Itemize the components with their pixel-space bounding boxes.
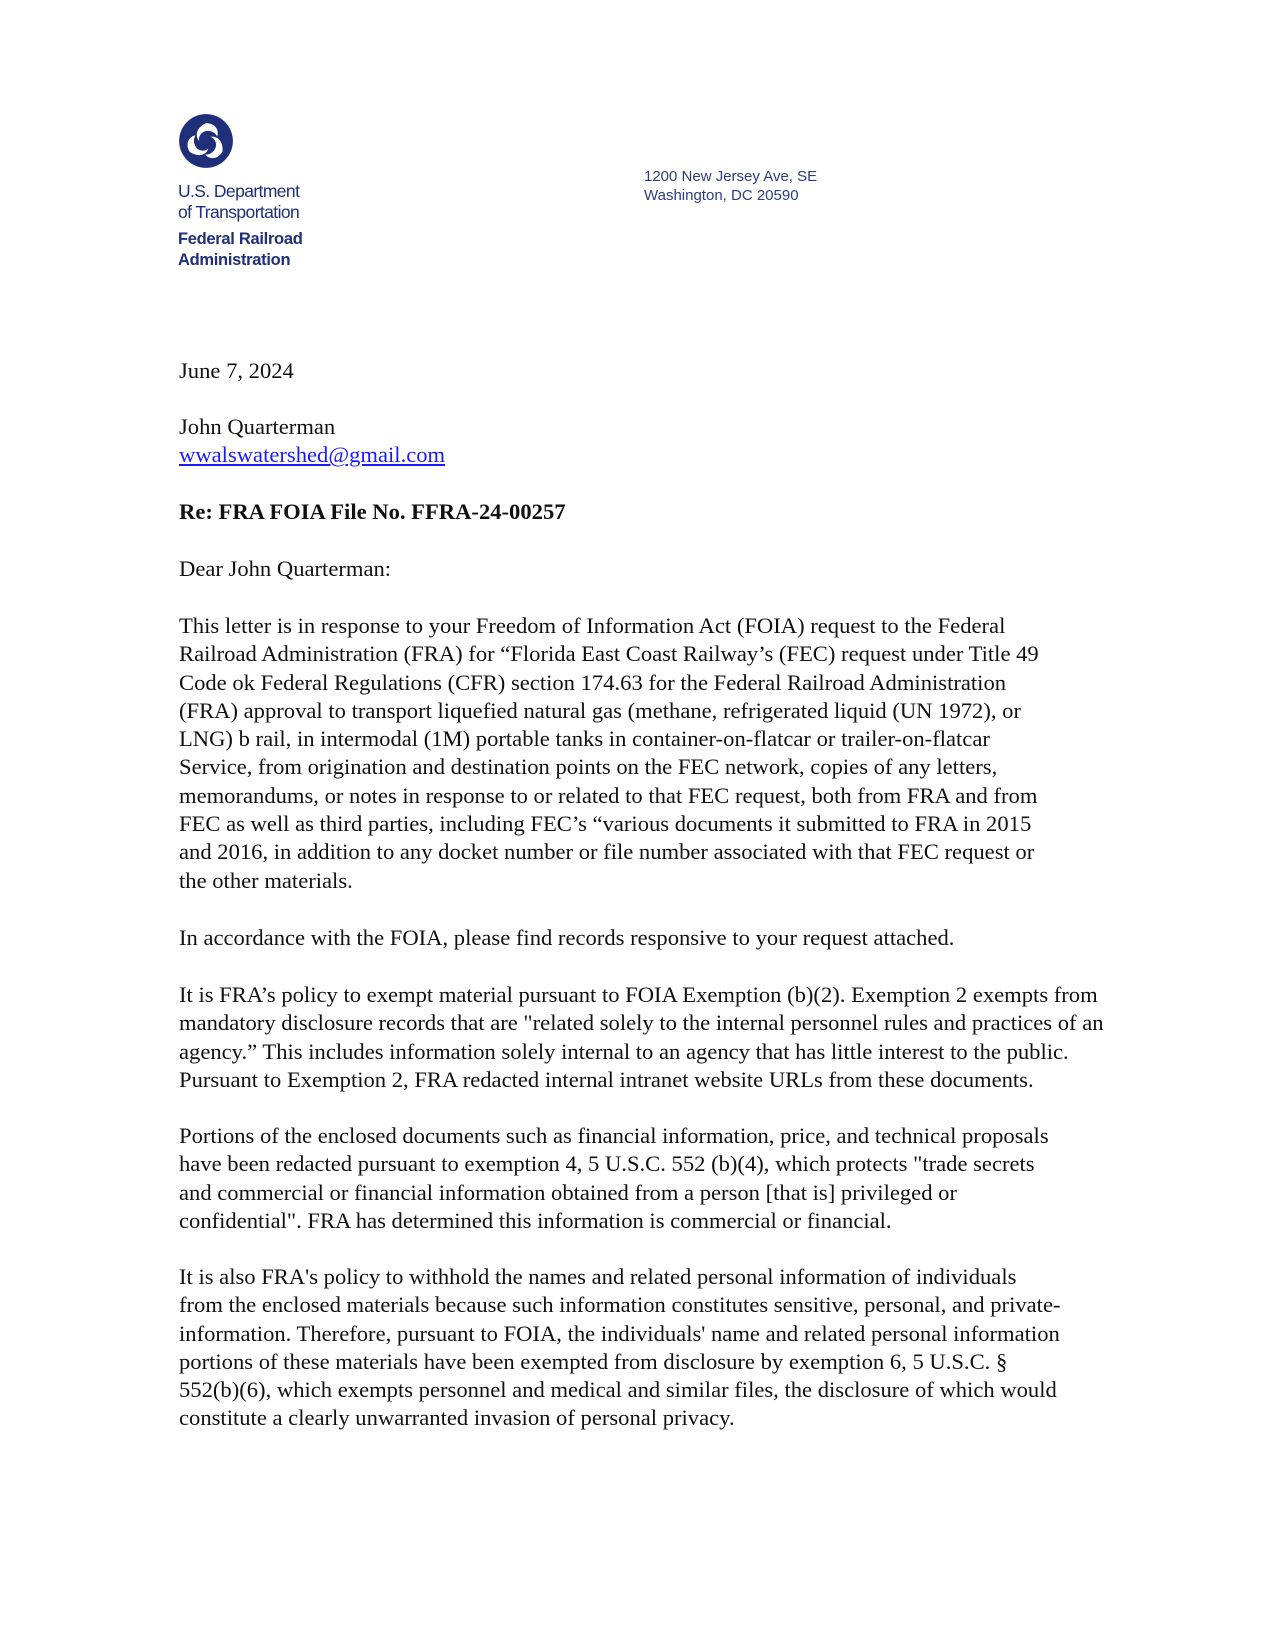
- paragraph-line: mandatory disclosure records that are "related solely to the internal personnel rules and practices of an: [179, 1010, 1104, 1036]
- paragraph-line: constitute a clearly unwarranted invasion of personal privacy.: [179, 1405, 735, 1431]
- paragraph-line: (FRA) approval to transport liquefied natural gas (methane, refrigerated liquid (UN 1972), or: [179, 697, 1021, 723]
- paragraph-exemption-4: [179, 1122, 1169, 1235]
- paragraph-line: It is also FRA's policy to withhold the names and related personal information of individuals: [179, 1264, 1017, 1289]
- paragraph-line: memorandums, or notes in response to or related to that FEC request, both from FRA and from: [179, 782, 1038, 808]
- paragraph-line: from the enclosed materials because such information constitutes sensitive, personal, and private-: [179, 1292, 1061, 1318]
- letterhead: [178, 113, 438, 273]
- paragraph-request-summary: [179, 612, 1169, 895]
- paragraph-line: and 2016, in addition to any docket number or file number associated with that FEC request or: [179, 839, 1035, 865]
- paragraph-exemption-6: [179, 1263, 1169, 1433]
- paragraph-records-attached: [179, 924, 1169, 952]
- recipient-email-link[interactable]: wwalswatershed@gmail.com: [179, 442, 446, 468]
- address-line-1: 1200 New Jersey Ave, SE: [644, 168, 818, 185]
- paragraph-line: Railroad Administration (FRA) for “Florida East Coast Railway’s (FEC) request under Title 49: [179, 641, 1039, 667]
- dot-triskelion-logo-icon: [178, 113, 234, 169]
- letter-date: June 7, 2024: [179, 358, 294, 383]
- administration-name-line-1: Federal Railroad: [178, 230, 303, 248]
- paragraph-line: confidential". FRA has determined this information is commercial or financial.: [179, 1207, 892, 1233]
- paragraph-line: It is FRA’s policy to exempt material pursuant to FOIA Exemption (b)(2). Exemption 2 exempts from: [179, 982, 1098, 1007]
- paragraph-line: information. Therefore, pursuant to FOIA, the individuals' name and related personal information: [179, 1320, 1060, 1346]
- paragraph-line: This letter is in response to your Freedom of Information Act (FOIA) request to the Federal: [179, 613, 1006, 638]
- administration-name-line-2: Administration: [178, 251, 291, 269]
- agency-name-line-1: U.S. Department: [178, 181, 300, 201]
- paragraph-line: Code ok Federal Regulations (CFR) section 174.63 for the Federal Railroad Administration: [179, 669, 1007, 695]
- salutation: Dear John Quarterman:: [179, 556, 392, 581]
- paragraph-line: 552(b)(6), which exempts personnel and medical and similar files, the disclosure of which would: [179, 1377, 1057, 1403]
- recipient-block: [179, 413, 445, 470]
- paragraph-line: Pursuant to Exemption 2, FRA redacted internal intranet website URLs from these documents.: [179, 1066, 1034, 1092]
- paragraph-line: In accordance with the FOIA, please find records responsive to your request attached.: [179, 925, 955, 950]
- agency-name-line-2: of Transportation: [178, 202, 300, 222]
- paragraph-line: LNG) b rail, in intermodal (1M) portable tanks in container-on-flatcar or trailer-on-flatcar: [179, 726, 990, 752]
- paragraph-line: have been redacted pursuant to exemption 4, 5 U.S.C. 552 (b)(4), which protects "trade secrets: [179, 1151, 1035, 1177]
- address-line-2: Washington, DC 20590: [644, 187, 799, 204]
- paragraph-exemption-2: [179, 981, 1169, 1094]
- subject-line: Re: FRA FOIA File No. FFRA-24-00257: [179, 499, 566, 524]
- paragraph-line: FEC as well as third parties, including FEC’s “various documents it submitted to FRA in 2015: [179, 811, 1032, 837]
- paragraph-line: portions of these materials have been exempted from disclosure by exemption 6, 5 U.S.C. §: [179, 1348, 1008, 1374]
- recipient-name: John Quarterman: [179, 414, 336, 439]
- paragraph-line: and commercial or financial information obtained from a person [that is] privileged or: [179, 1179, 957, 1205]
- sender-address: [644, 167, 817, 205]
- paragraph-line: the other materials.: [179, 867, 353, 893]
- paragraph-line: Service, from origination and destination points on the FEC network, copies of any letters,: [179, 754, 998, 780]
- paragraph-line: agency.” This includes information solely internal to an agency that has little interest to the public.: [179, 1038, 1069, 1064]
- paragraph-line: Portions of the enclosed documents such as financial information, price, and technical proposals: [179, 1123, 1049, 1148]
